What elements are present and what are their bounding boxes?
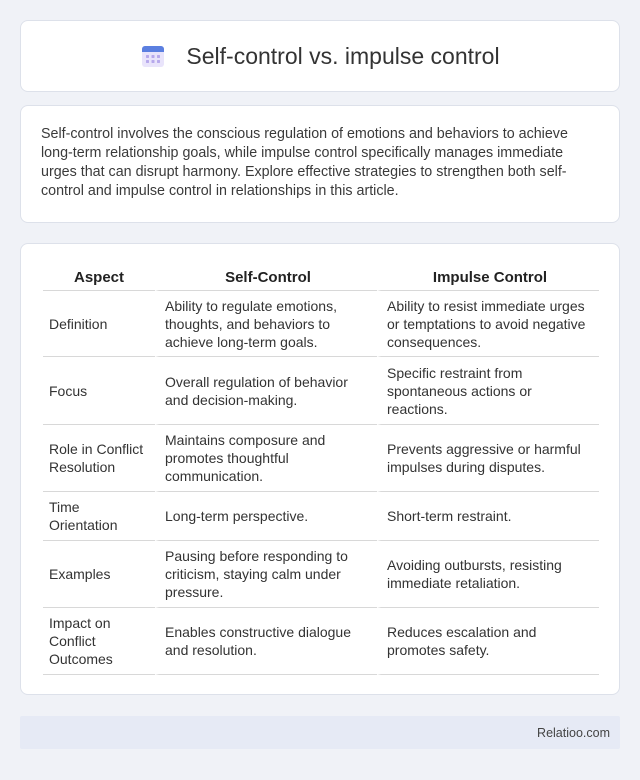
table-row bbox=[43, 425, 599, 492]
impulse-control-cell: Specific restraint from spontaneous actions or reactions. bbox=[377, 357, 599, 425]
header-self-control: Self-Control bbox=[155, 265, 377, 291]
aspect-cell: Impact on Conflict Outcomes bbox=[43, 608, 155, 675]
self-control-cell: Pausing before responding to criticism, staying calm under pressure. bbox=[155, 541, 377, 608]
comparison-card bbox=[20, 243, 620, 695]
self-control-cell: Overall regulation of behavior and decision-making. bbox=[155, 357, 377, 425]
impulse-control-cell: Prevents aggressive or harmful impulses during disputes. bbox=[377, 425, 599, 492]
table-row bbox=[43, 541, 599, 608]
comparison-table bbox=[43, 265, 599, 675]
aspect-cell: Focus bbox=[43, 357, 155, 425]
title-card bbox=[20, 20, 620, 92]
impulse-control-cell: Short-term restraint. bbox=[377, 492, 599, 541]
intro-card bbox=[20, 105, 620, 223]
self-control-cell: Long-term perspective. bbox=[155, 492, 377, 541]
header-aspect: Aspect bbox=[43, 265, 155, 291]
table-header-row bbox=[43, 265, 599, 291]
table-row bbox=[43, 492, 599, 541]
intro-paragraph: Self-control involves the conscious regulation of emotions and behaviors to achieve long-term relationship goals, while impulse control specifically manages immediate urges that can disrupt harmony. Explore effective strategies to strengthen both self-control and impulse control in relationships in this article. bbox=[41, 126, 568, 199]
footer-bar bbox=[20, 716, 620, 749]
aspect-cell: Examples bbox=[43, 541, 155, 608]
calendar-icon bbox=[140, 43, 166, 69]
impulse-control-cell: Avoiding outbursts, resisting immediate retaliation. bbox=[377, 541, 599, 608]
aspect-cell: Definition bbox=[43, 291, 155, 357]
aspect-cell: Time Orientation bbox=[43, 492, 155, 541]
header-impulse-control: Impulse Control bbox=[377, 265, 599, 291]
impulse-control-cell: Ability to resist immediate urges or temptations to avoid negative consequences. bbox=[377, 291, 599, 357]
self-control-cell: Enables constructive dialogue and resolution. bbox=[155, 608, 377, 675]
aspect-cell: Role in Conflict Resolution bbox=[43, 425, 155, 492]
self-control-cell: Maintains composure and promotes thoughtful communication. bbox=[155, 425, 377, 492]
footer-brand: Relatioo.com bbox=[537, 725, 610, 740]
table-row bbox=[43, 608, 599, 675]
table-row bbox=[43, 357, 599, 425]
table-row bbox=[43, 291, 599, 357]
page-title: Self-control vs. impulse control bbox=[186, 42, 500, 69]
self-control-cell: Ability to regulate emotions, thoughts, and behaviors to achieve long-term goals. bbox=[155, 291, 377, 357]
impulse-control-cell: Reduces escalation and promotes safety. bbox=[377, 608, 599, 675]
